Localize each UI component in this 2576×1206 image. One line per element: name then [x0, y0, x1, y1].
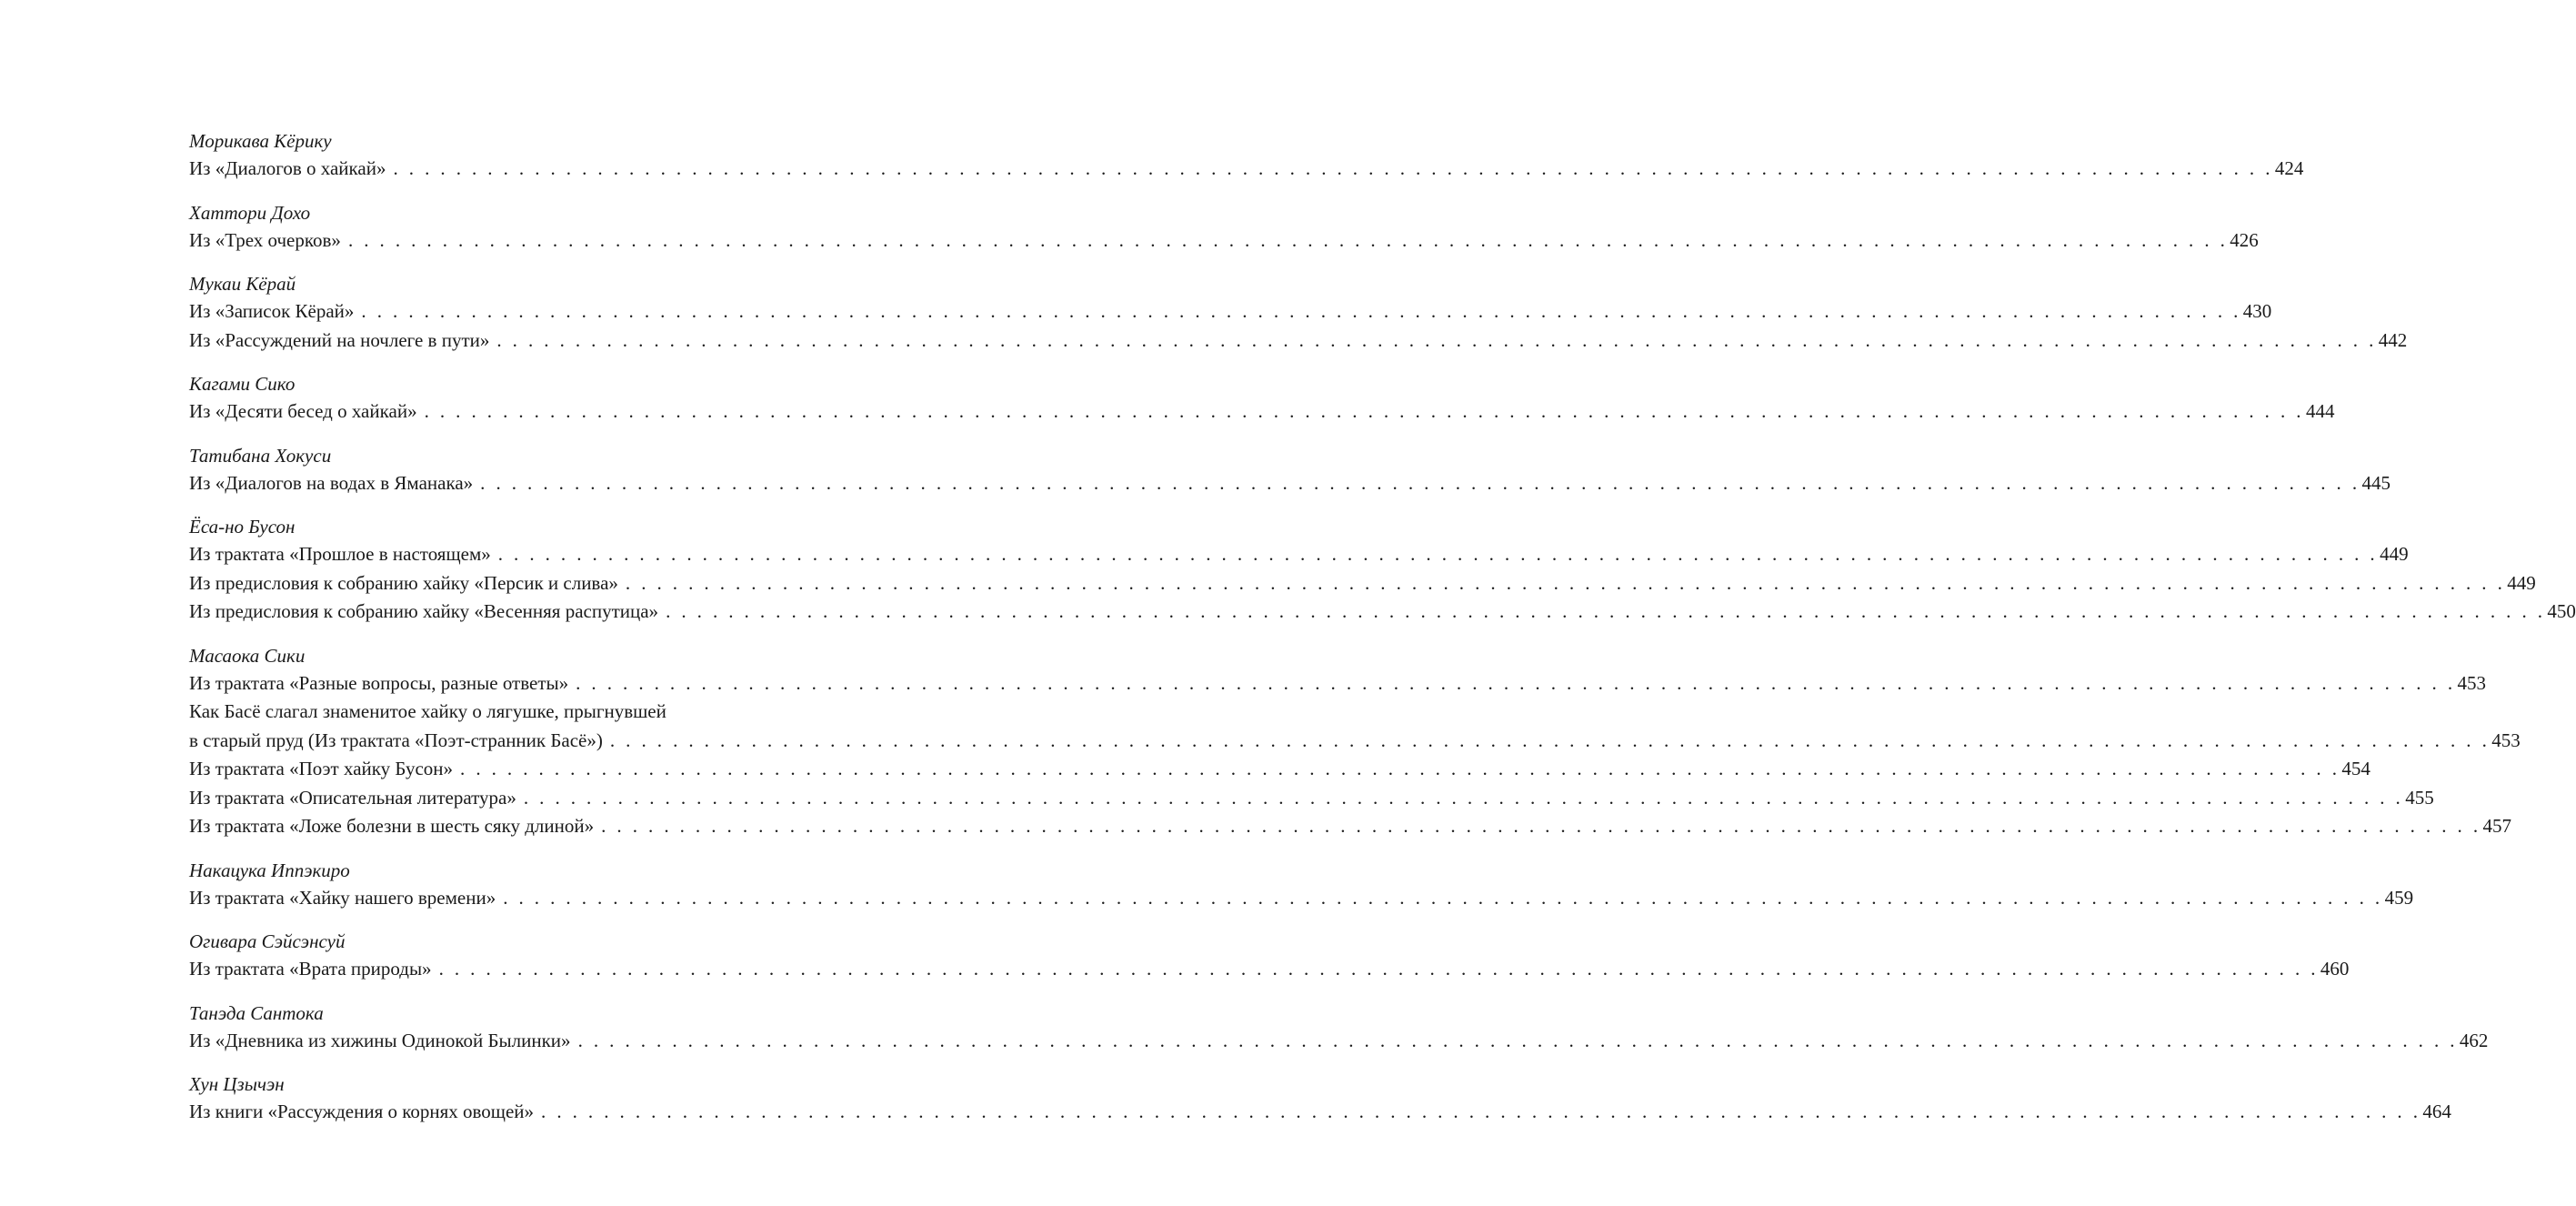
entry-title: Из трактата «Врата природы» [189, 958, 432, 980]
entry-title: Из книги «Рассуждения о корнях овощей» [189, 1100, 535, 1122]
dot-leader: . . . . . . . . . . . . . . . . . . . . . . . . . . . . . . . . . . . . . . . . . . . . . . . . . . . . . . . . . . . . . . . . . . . . . . . . . . . . . . . . . . . . . . . . . . . . . . . . . . . . . . . . . . . . . . . . . . . . . . . . [497, 543, 2379, 565]
author-name: Огивара Сэйсэнсуй [189, 930, 346, 952]
dot-leader: . . . . . . . . . . . . . . . . . . . . . . . . . . . . . . . . . . . . . . . . . . . . . . . . . . . . . . . . . . . . . . . . . . . . . . . . . . . . . . . . . . . . . . . . . . . . . . . . . . . . . . . . . . . . . . . . . . . . . . . . [625, 571, 2506, 594]
page-number: 424 [2274, 157, 2304, 179]
dot-leader: . . . . . . . . . . . . . . . . . . . . . . . . . . . . . . . . . . . . . . . . . . . . . . . . . . . . . . . . . . . . . . . . . . . . . . . . . . . . . . . . . . . . . . . . . . . . . . . . . . . . . . . . . . . . . . . . . . . . . . . . [523, 786, 2404, 809]
page-number: 450 [2547, 600, 2576, 622]
entry-title: Из трактата «Ложе болезни в шесть сяку длиной» [189, 815, 595, 837]
toc-section [189, 1000, 2489, 1056]
page-number: 426 [2230, 228, 2259, 251]
entry-title: Из трактата «Поэт хайку Бусон» [189, 758, 454, 779]
entry-title: Из предисловия к собранию хайку «Весенняя распутица» [189, 600, 659, 622]
author-name: Накацука Иппэкиро [189, 859, 350, 881]
toc-entry [189, 669, 2486, 698]
entry-title: Из трактата «Разные вопросы, разные ответы» [189, 671, 569, 694]
toc-entry [189, 598, 2576, 627]
dot-leader: . . . . . . . . . . . . . . . . . . . . . . . . . . . . . . . . . . . . . . . . . . . . . . . . . . . . . . . . . . . . . . . . . . . . . . . . . . . . . . . . . . . . . . . . . . . . . . . . . . . . . . . . . . . . . . . . . . . . . . . . [609, 729, 2491, 751]
author-name: Кагами Сико [189, 373, 296, 395]
page-number: 453 [2491, 729, 2521, 751]
toc-entry [189, 469, 2391, 498]
toc-entry [189, 1098, 2451, 1127]
toc-entry [189, 226, 2259, 256]
dot-leader: . . . . . . . . . . . . . . . . . . . . . . . . . . . . . . . . . . . . . . . . . . . . . . . . . . . . . . . . . . . . . . . . . . . . . . . . . . . . . . . . . . . . . . . . . . . . . . . . . . . . . . . . . . . . . . . . . . . . . . . . [601, 815, 2481, 837]
page-number: 455 [2405, 786, 2434, 809]
toc-entry [189, 540, 2409, 569]
toc-entry [189, 397, 2335, 427]
entry-title: Из «Диалогов о хайкай» [189, 157, 386, 179]
page-number: 449 [2380, 543, 2409, 565]
entry-title: Из трактата «Описательная литература» [189, 786, 516, 809]
toc-section [189, 642, 2521, 841]
author-name: Масаока Сики [189, 644, 306, 667]
page-number: 453 [2457, 671, 2486, 694]
entry-title: Из трактата «Хайку нашего времени» [189, 886, 496, 909]
toc-entry [189, 327, 2408, 356]
dot-leader: . . . . . . . . . . . . . . . . . . . . . . . . . . . . . . . . . . . . . . . . . . . . . . . . . . . . . . . . . . . . . . . . . . . . . . . . . . . . . . . . . . . . . . . . . . . . . . . . . . . . . . . . . . . . . . . . . . . . . . . . [393, 157, 2273, 179]
toc-entry [189, 884, 2414, 913]
dot-leader: . . . . . . . . . . . . . . . . . . . . . . . . . . . . . . . . . . . . . . . . . . . . . . . . . . . . . . . . . . . . . . . . . . . . . . . . . . . . . . . . . . . . . . . . . . . . . . . . . . . . . . . . . . . . . . . . . . . . . . . . [541, 1100, 2421, 1122]
toc-section [189, 270, 2408, 355]
toc-entry [189, 698, 2521, 755]
entry-title: Из «Диалогов на водах в Яманака» [189, 471, 474, 494]
entry-title: Из трактата «Прошлое в настоящем» [189, 543, 491, 565]
page-number: 464 [2422, 1100, 2451, 1122]
toc-section [189, 928, 2350, 984]
page-number: 459 [2384, 886, 2414, 909]
toc-entry [189, 955, 2350, 984]
page-number: 445 [2361, 471, 2391, 494]
author-name: Мукаи Кёрай [189, 273, 296, 295]
toc-entry [189, 1027, 2489, 1056]
page-number: 460 [2320, 958, 2350, 980]
toc-section [189, 127, 2304, 184]
page-number: 442 [2378, 328, 2408, 351]
page-number: 444 [2305, 400, 2335, 422]
dot-leader: . . . . . . . . . . . . . . . . . . . . . . . . . . . . . . . . . . . . . . . . . . . . . . . . . . . . . . . . . . . . . . . . . . . . . . . . . . . . . . . . . . . . . . . . . . . . . . . . . . . . . . . . . . . . . . . . . . . . . . . . [480, 471, 2360, 494]
author-name: Танэда Сантока [189, 1001, 324, 1024]
dot-leader: . . . . . . . . . . . . . . . . . . . . . . . . . . . . . . . . . . . . . . . . . . . . . . . . . . . . . . . . . . . . . . . . . . . . . . . . . . . . . . . . . . . . . . . . . . . . . . . . . . . . . . . . . . . . . . . . . . . . . . . . [460, 758, 2340, 779]
toc-section [189, 857, 2414, 913]
toc-entry [189, 812, 2511, 841]
dot-leader: . . . . . . . . . . . . . . . . . . . . . . . . . . . . . . . . . . . . . . . . . . . . . . . . . . . . . . . . . . . . . . . . . . . . . . . . . . . . . . . . . . . . . . . . . . . . . . . . . . . . . . . . . . . . . . . . . . . . . . . . [347, 228, 2229, 251]
dot-leader: . . . . . . . . . . . . . . . . . . . . . . . . . . . . . . . . . . . . . . . . . . . . . . . . . . . . . . . . . . . . . . . . . . . . . . . . . . . . . . . . . . . . . . . . . . . . . . . . . . . . . . . . . . . . . . . . . . . . . . . . [577, 1029, 2458, 1051]
entry-title-line1: Как Басё слагал знаменитое хайку о лягушке, прыгнувшей [189, 700, 667, 722]
toc-section [189, 199, 2259, 256]
dot-leader: . . . . . . . . . . . . . . . . . . . . . . . . . . . . . . . . . . . . . . . . . . . . . . . . . . . . . . . . . . . . . . . . . . . . . . . . . . . . . . . . . . . . . . . . . . . . . . . . . . . . . . . . . . . . . . . . . . . . . . . . [576, 671, 2456, 694]
entry-title: Из «Трех очерков» [189, 228, 341, 251]
page-number: 457 [2482, 815, 2511, 837]
page-number: 449 [2507, 571, 2536, 594]
entry-title: Из «Записок Кёрай» [189, 300, 355, 322]
toc-section [189, 442, 2391, 498]
author-name: Морикава Кёрику [189, 130, 332, 152]
dot-leader: . . . . . . . . . . . . . . . . . . . . . . . . . . . . . . . . . . . . . . . . . . . . . . . . . . . . . . . . . . . . . . . . . . . . . . . . . . . . . . . . . . . . . . . . . . . . . . . . . . . . . . . . . . . . . . . . . . . . . . . . [361, 300, 2241, 322]
toc-entry [189, 755, 2371, 784]
dot-leader: . . . . . . . . . . . . . . . . . . . . . . . . . . . . . . . . . . . . . . . . . . . . . . . . . . . . . . . . . . . . . . . . . . . . . . . . . . . . . . . . . . . . . . . . . . . . . . . . . . . . . . . . . . . . . . . . . . . . . . . . [666, 600, 2546, 622]
page-number: 430 [2242, 300, 2272, 322]
author-name: Ёса-но Бусон [189, 516, 296, 538]
page-number: 454 [2341, 758, 2371, 779]
dot-leader: . . . . . . . . . . . . . . . . . . . . . . . . . . . . . . . . . . . . . . . . . . . . . . . . . . . . . . . . . . . . . . . . . . . . . . . . . . . . . . . . . . . . . . . . . . . . . . . . . . . . . . . . . . . . . . . . . . . . . . . . [424, 400, 2304, 422]
toc-section [189, 513, 2576, 627]
entry-title: Из предисловия к собранию хайку «Персик и слива» [189, 571, 618, 594]
toc-entry [189, 569, 2536, 598]
dot-leader: . . . . . . . . . . . . . . . . . . . . . . . . . . . . . . . . . . . . . . . . . . . . . . . . . . . . . . . . . . . . . . . . . . . . . . . . . . . . . . . . . . . . . . . . . . . . . . . . . . . . . . . . . . . . . . . . . . . . . . . . [438, 958, 2319, 980]
author-name: Хаттори Дохо [189, 201, 311, 224]
dot-leader: . . . . . . . . . . . . . . . . . . . . . . . . . . . . . . . . . . . . . . . . . . . . . . . . . . . . . . . . . . . . . . . . . . . . . . . . . . . . . . . . . . . . . . . . . . . . . . . . . . . . . . . . . . . . . . . . . . . . . . . . [496, 328, 2377, 351]
toc-section [189, 370, 2335, 427]
toc-entry [189, 297, 2272, 327]
author-name: Татибана Хокуси [189, 444, 332, 467]
toc-entry [189, 155, 2304, 184]
dot-leader: . . . . . . . . . . . . . . . . . . . . . . . . . . . . . . . . . . . . . . . . . . . . . . . . . . . . . . . . . . . . . . . . . . . . . . . . . . . . . . . . . . . . . . . . . . . . . . . . . . . . . . . . . . . . . . . . . . . . . . . . [503, 886, 2383, 909]
author-name: Хун Цзычэн [189, 1073, 285, 1095]
entry-title: в старый пруд (Из трактата «Поэт-странник Басё») [189, 729, 603, 751]
entry-title: Из «Дневника из хижины Одинокой Былинки» [189, 1029, 571, 1051]
entry-title: Из «Рассуждений на ночлеге в пути» [189, 328, 490, 351]
toc-entry [189, 784, 2434, 813]
page-number: 462 [2459, 1029, 2489, 1051]
entry-title: Из «Десяти бесед о хайкай» [189, 400, 417, 422]
table-of-contents [189, 127, 2576, 1142]
toc-section [189, 1070, 2451, 1127]
